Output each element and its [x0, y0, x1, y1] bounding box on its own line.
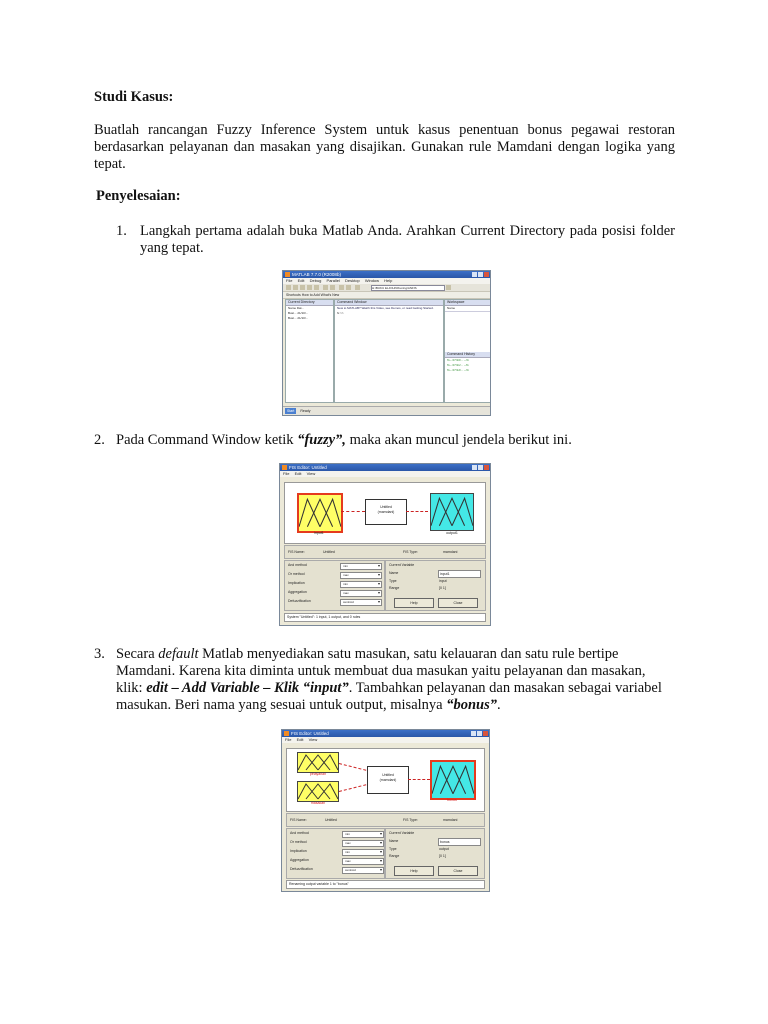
menu-debug[interactable]: Debug — [309, 278, 322, 283]
step-text: Langkah pertama adalah buka Matlab Anda. Arahkan Current Directory pada posisi folder yang tepat. — [140, 223, 675, 256]
current-directory-input[interactable]: H:\BUKU ELJOHN\Kuning\ANFIS — [371, 285, 445, 291]
help-button[interactable]: Help — [394, 866, 434, 876]
current-variable-panel — [385, 828, 485, 879]
command-window[interactable] — [334, 299, 444, 403]
minimize-icon[interactable] — [472, 465, 477, 470]
method-label: Defuzzification — [288, 599, 311, 603]
defuzzification-select[interactable]: centroid ▾ — [342, 867, 384, 874]
maximize-icon[interactable] — [477, 731, 482, 736]
method-label: And method — [290, 831, 309, 835]
output-mf-block[interactable] — [430, 760, 476, 800]
current-variable-title: Current Variable — [389, 563, 415, 567]
text-run-italic: default — [158, 646, 199, 662]
menu-view[interactable]: View — [308, 737, 318, 742]
menubar — [282, 737, 489, 743]
method-label: Aggregation — [290, 858, 309, 862]
fis-info-bar — [284, 545, 486, 559]
cmd-notice: New to MATLAB? Watch this Video, see Demos, or read Getting Started. — [337, 306, 434, 310]
text-run: maka akan muncul jendela berikut ini. — [345, 432, 572, 448]
fis-name-label: FIS Name: — [290, 818, 307, 822]
connector-line — [408, 779, 430, 780]
rule-type: (mamdani) — [379, 778, 397, 782]
method-label: Defuzzification — [290, 867, 313, 871]
fis-app-icon — [282, 465, 287, 470]
output-label: bonus — [447, 798, 457, 802]
menu-edit[interactable]: Edit — [294, 471, 302, 476]
window-title: FIS Editor: Untitled — [291, 731, 329, 736]
cv-name-input[interactable]: bonus — [438, 838, 481, 846]
start-button[interactable]: Start — [287, 409, 295, 413]
close-icon[interactable] — [484, 272, 489, 277]
close-button[interactable]: Close — [438, 598, 478, 608]
current-variable-panel — [385, 560, 486, 611]
text-run-emphasis: “fuzzy”, — [297, 432, 346, 448]
fis-info-bar — [286, 813, 485, 827]
cv-type-label: Type — [389, 579, 397, 583]
fis-app-icon — [284, 731, 289, 736]
cv-type-value: output — [439, 847, 449, 851]
close-icon[interactable] — [484, 465, 489, 470]
right-panes — [444, 299, 491, 403]
connector-line — [339, 784, 366, 792]
method-panel — [286, 828, 385, 879]
text-run-emphasis: edit – Add Variable – Klik “input” — [146, 680, 349, 696]
fis-type-label: FIS Type: — [403, 550, 418, 554]
input1-label: pelayanan — [309, 772, 327, 776]
simulink-icon[interactable] — [339, 285, 344, 290]
list-item[interactable]: Bust... 21/10/... — [288, 311, 309, 315]
window-controls — [471, 731, 488, 736]
minimize-icon[interactable] — [472, 272, 477, 277]
text-run: Secara — [116, 646, 159, 662]
fis-name-value: Untitled — [323, 550, 335, 554]
connector-line — [341, 511, 365, 512]
rule-block[interactable] — [365, 499, 407, 525]
new-file-icon[interactable] — [286, 285, 291, 290]
input-mf-block[interactable] — [297, 493, 343, 533]
pane-header: Command Window — [335, 300, 443, 306]
list-item[interactable]: Name Dat... — [288, 306, 305, 310]
rule-name: Untitled — [382, 773, 394, 777]
fis-editor-screenshot-2 — [281, 729, 490, 892]
window-title: FIS Editor: Untitled — [289, 465, 327, 470]
menubar — [280, 471, 490, 477]
close-icon[interactable] — [483, 731, 488, 736]
menu-file[interactable]: File — [285, 737, 292, 742]
window-title: MATLAB 7.7.0 (R2008b) — [292, 272, 341, 277]
text-run-emphasis: “bonus” — [446, 697, 497, 713]
menu-file[interactable]: File — [283, 471, 290, 476]
fis-name-label: FIS Name: — [288, 550, 305, 554]
workspace-area — [445, 312, 490, 352]
problem-paragraph: Buatlah rancangan Fuzzy Inference System untuk kasus penentuan bonus pegawai restoran berdasarkan pelayanan dan masakan yang disajikan. Gunakan rule Mamdani dengan logika yang tepat. — [94, 122, 675, 172]
aggregation-select[interactable]: max ▾ — [342, 858, 384, 865]
list-item[interactable]: %-- 07/12/... --% — [447, 368, 469, 372]
paste-icon[interactable] — [314, 285, 319, 290]
status-bar: Renaming output variable 1 to "bonus" — [286, 880, 485, 889]
fis-type-value: mamdani — [443, 818, 458, 822]
case-heading: Studi Kasus: — [94, 89, 174, 105]
status-bar — [283, 406, 490, 415]
defuzzification-select[interactable]: centroid ▾ — [340, 599, 382, 606]
output-mf-triangles — [431, 494, 473, 530]
maximize-icon[interactable] — [478, 272, 483, 277]
implication-select[interactable]: min ▾ — [340, 581, 382, 588]
output-mf-block[interactable] — [430, 493, 474, 531]
method-label: Or method — [288, 572, 305, 576]
rule-name: Untitled — [380, 505, 392, 509]
text-run: . Tambahkan pelayanan dan masakan sebagai variabel masukan. Beri nama yang sesuai untuk output, misalnya — [116, 680, 662, 713]
input2-label: masakan — [310, 801, 326, 805]
help-icon[interactable] — [355, 285, 360, 290]
text-run: Matlab menyediakan satu masukan, satu kelauaran dan satu rule bertipe Mamdani. Karena kita diminta untuk membuat dua masukan yaitu pelayanan dan masakan, klik: — [116, 646, 646, 696]
and-method-select[interactable]: min ▾ — [340, 563, 382, 570]
cv-type-label: Type — [389, 847, 397, 851]
cut-icon[interactable] — [300, 285, 305, 290]
implication-select[interactable]: min ▾ — [342, 849, 384, 856]
cv-name-label: Name — [389, 571, 399, 575]
input-label: input1 — [314, 531, 324, 535]
redo-icon[interactable] — [330, 285, 335, 290]
step-number: 2. — [94, 432, 105, 448]
menu-window[interactable]: Window — [364, 278, 380, 283]
output-label: output1 — [446, 531, 458, 535]
window-controls — [472, 465, 489, 470]
step-text — [116, 646, 675, 714]
fis-diagram — [286, 748, 485, 812]
method-label: And method — [288, 563, 307, 567]
window-titlebar — [280, 464, 490, 471]
input-mf-triangles — [299, 495, 341, 531]
list-item[interactable]: %-- 07/10/... --% — [447, 358, 469, 362]
solution-heading: Penyelesaian: — [96, 188, 181, 204]
method-label: Or method — [290, 840, 307, 844]
rule-type: (mamdani) — [377, 510, 395, 514]
shortcuts-bar[interactable]: Shortcuts How to Add What's New — [283, 292, 490, 299]
method-panel — [284, 560, 385, 611]
fis-diagram — [284, 482, 486, 544]
menu-desktop[interactable]: Desktop — [345, 278, 360, 283]
cv-range-label: Range — [389, 586, 400, 590]
help-button[interactable]: Help — [394, 598, 434, 608]
and-method-select[interactable]: min ▾ — [342, 831, 384, 838]
window-titlebar — [283, 271, 490, 278]
close-button[interactable]: Close — [438, 866, 478, 876]
cv-type-value: input — [439, 579, 447, 583]
pane-header: Workspace — [445, 300, 490, 306]
matlab-screenshot — [282, 270, 491, 416]
window-controls — [472, 272, 489, 277]
menu-view[interactable]: View — [306, 471, 316, 476]
fis-name-value: Untitled — [325, 818, 337, 822]
aggregation-select[interactable]: max ▾ — [340, 590, 382, 597]
method-label: Aggregation — [288, 590, 307, 594]
toolbar — [283, 284, 490, 292]
undo-icon[interactable] — [323, 285, 328, 290]
copy-icon[interactable] — [307, 285, 312, 290]
minimize-icon[interactable] — [471, 731, 476, 736]
guide-icon[interactable] — [346, 285, 351, 290]
output-mf-triangles — [432, 762, 474, 798]
text-run: Pada Command Window ketik — [116, 432, 298, 448]
rule-block[interactable] — [367, 766, 409, 794]
step-number: 1. — [116, 223, 127, 239]
cv-name-label: Name — [389, 839, 399, 843]
current-variable-title: Current Variable — [389, 831, 415, 835]
menu-help[interactable]: Help — [384, 278, 393, 283]
fis-editor-screenshot-1 — [279, 463, 491, 626]
workspace-column-name: Name — [445, 306, 490, 312]
cv-range-value: [0 1] — [439, 854, 446, 858]
step-text — [116, 432, 675, 449]
maximize-icon[interactable] — [478, 465, 483, 470]
connector-line — [339, 763, 366, 771]
connector-line — [406, 511, 428, 512]
fis-type-value: mamdani — [443, 550, 458, 554]
step-number: 3. — [94, 646, 105, 662]
text-run: . — [497, 697, 501, 713]
input1-mf-block[interactable] — [297, 752, 339, 773]
cv-range-label: Range — [389, 854, 400, 858]
fis-type-label: FIS Type: — [403, 818, 418, 822]
pane-header: Command History — [445, 352, 490, 358]
method-label: Implication — [290, 849, 307, 853]
cv-range-value: [0 1] — [439, 586, 446, 590]
menu-file[interactable]: File — [286, 278, 293, 283]
menu-parallel[interactable]: Parallel — [326, 278, 340, 283]
menu-edit[interactable]: Edit — [297, 278, 305, 283]
method-label: Implication — [288, 581, 305, 585]
or-method-select[interactable]: max ▾ — [340, 572, 382, 579]
browse-folder-icon[interactable] — [446, 285, 451, 290]
list-item[interactable]: %-- 07/11/... --% — [447, 363, 469, 367]
open-file-icon[interactable] — [293, 285, 298, 290]
or-method-select[interactable]: max ▾ — [342, 840, 384, 847]
menu-edit[interactable]: Edit — [296, 737, 304, 742]
current-directory-pane — [285, 299, 334, 403]
matlab-logo-icon — [285, 272, 290, 277]
window-titlebar — [282, 730, 489, 737]
input2-mf-block[interactable] — [297, 781, 339, 802]
input2-mf-triangles — [298, 782, 338, 801]
input1-mf-triangles — [298, 753, 338, 772]
list-item[interactable]: Bust... 21/10/... — [288, 316, 309, 320]
cmd-prompt[interactable]: fx >> — [337, 311, 344, 315]
cv-name-input[interactable]: input1 — [438, 570, 481, 578]
status-text: Ready — [300, 409, 311, 413]
status-bar: System "Untitled": 1 input, 1 output, and 0 rules — [284, 613, 486, 622]
pane-header: Current Directory — [286, 300, 333, 306]
